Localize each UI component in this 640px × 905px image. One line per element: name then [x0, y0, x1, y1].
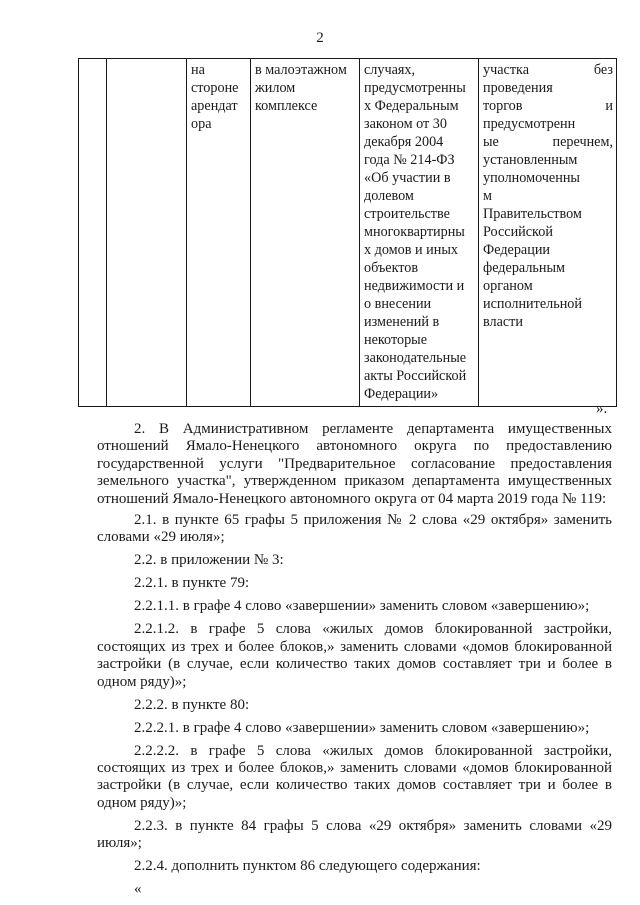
cell-line: законом от 30 [364, 116, 447, 132]
cell-line: х домов и иных [364, 242, 458, 258]
paragraph: 2.2.1.1. в графе 4 слово «завершении» заменить словом «завершению»; [134, 598, 590, 615]
cell-line: акты Российской [364, 368, 467, 384]
cell-line: участка без [483, 62, 613, 78]
page-number: 2 [316, 30, 324, 46]
cell-line: законодательные [364, 350, 467, 366]
paragraph: 2.1. в пункте 65 графы 5 приложения № 2 слова «29 октября» заменить словами «29 июля»; [97, 512, 612, 546]
cell-line: на [191, 62, 205, 78]
cell-line: некоторые [364, 332, 427, 348]
cell-line: уполномоченны [483, 170, 580, 186]
cell-line: в малоэтажном [255, 62, 347, 78]
cell-line: федеральным [483, 260, 565, 276]
paragraph: 2.2.1. в пункте 79: [134, 575, 250, 592]
cell-line: арендат [191, 98, 238, 114]
table-row [79, 59, 617, 407]
quote-closing-mark: ». [596, 401, 608, 417]
cell-line: «Об участии в [364, 170, 451, 186]
paragraph: 2.2.4. дополнить пунктом 86 следующего содержания: [134, 858, 481, 875]
table-cell-col6 [479, 59, 617, 407]
cell-line: исполнительной [483, 296, 582, 312]
cell-line: жилом [255, 80, 296, 96]
paragraph: 2.2.3. в пункте 84 графы 5 слова «29 октября» заменить словами «29 июля»; [97, 817, 612, 852]
cell-line: предусмотренны [364, 80, 466, 96]
table-cell-col2 [107, 59, 187, 407]
cell-line: Российской [483, 224, 553, 240]
paragraph: 2.2.2. в пункте 80: [134, 696, 250, 713]
cell-line: предусмотренн [483, 116, 576, 132]
cell-line: установленным [483, 152, 578, 168]
cell-line: торгов и [483, 98, 613, 114]
paragraph: 2.2.1.2. в графе 5 слова «жилых домов блокированной застройки, состоящих из трех и более блоков,» заменить словами «домов блокированной застройки (в случае, если количество таких домов составляет три и более в одном ряду)»; [97, 621, 612, 690]
document-table [78, 58, 617, 407]
cell-line: недвижимости и [364, 278, 465, 294]
cell-line: изменений в [364, 314, 440, 330]
cell-line: ора [191, 116, 212, 132]
cell-line: случаях, [364, 62, 416, 78]
cell-line: декабря 2004 [364, 134, 444, 150]
cell-line: года № 214-ФЗ [364, 152, 455, 168]
table-cell-col5 [360, 59, 479, 407]
table-cell-col4 [251, 59, 360, 407]
cell-line: Федерации [483, 242, 551, 258]
cell-line: проведения [483, 80, 553, 96]
cell-line: стороне [191, 80, 239, 96]
cell-line: власти [483, 314, 523, 330]
cell-line: Правительством [483, 206, 582, 222]
cell-line: комплексе [255, 98, 318, 114]
cell-line: объектов [364, 260, 419, 276]
table-cell-col3 [187, 59, 251, 407]
paragraph: 2.2. в приложении № 3: [134, 552, 284, 569]
document-body [97, 421, 612, 904]
paragraph: 2. В Административном регламенте департамента имущественных отношений Ямало-Ненецкого автономного округа по предоставлению государственной услуги "Предварительное согласование предоставления земельного участка", утвержденном приказом департамента имущественных отношений Ямало-Ненецкого автономного округа от 04 марта 2019 года № 119: [97, 421, 612, 507]
cell-line: строительстве [364, 206, 450, 222]
cell-line: долевом [364, 188, 414, 204]
paragraph: « [134, 881, 142, 898]
paragraph: 2.2.2.2. в графе 5 слова «жилых домов блокированной застройки, состоящих из трех и более блоков,» заменить словами «домов блокированной застройки (в случае, если количество таких домов составляет три и более в одном ряду)»; [97, 742, 612, 811]
paragraph: 2.2.2.1. в графе 4 слово «завершении» заменить словом «завершению»; [134, 719, 590, 736]
cell-line: х Федеральным [364, 98, 459, 114]
table-cell-col1 [79, 59, 107, 407]
cell-line: органом [483, 278, 533, 294]
cell-line: многоквартирны [364, 224, 465, 240]
cell-line: о внесении [364, 296, 432, 312]
cell-line: м [483, 188, 492, 204]
cell-line: ые перечнем, [483, 134, 613, 150]
cell-line: Федерации» [364, 386, 439, 402]
